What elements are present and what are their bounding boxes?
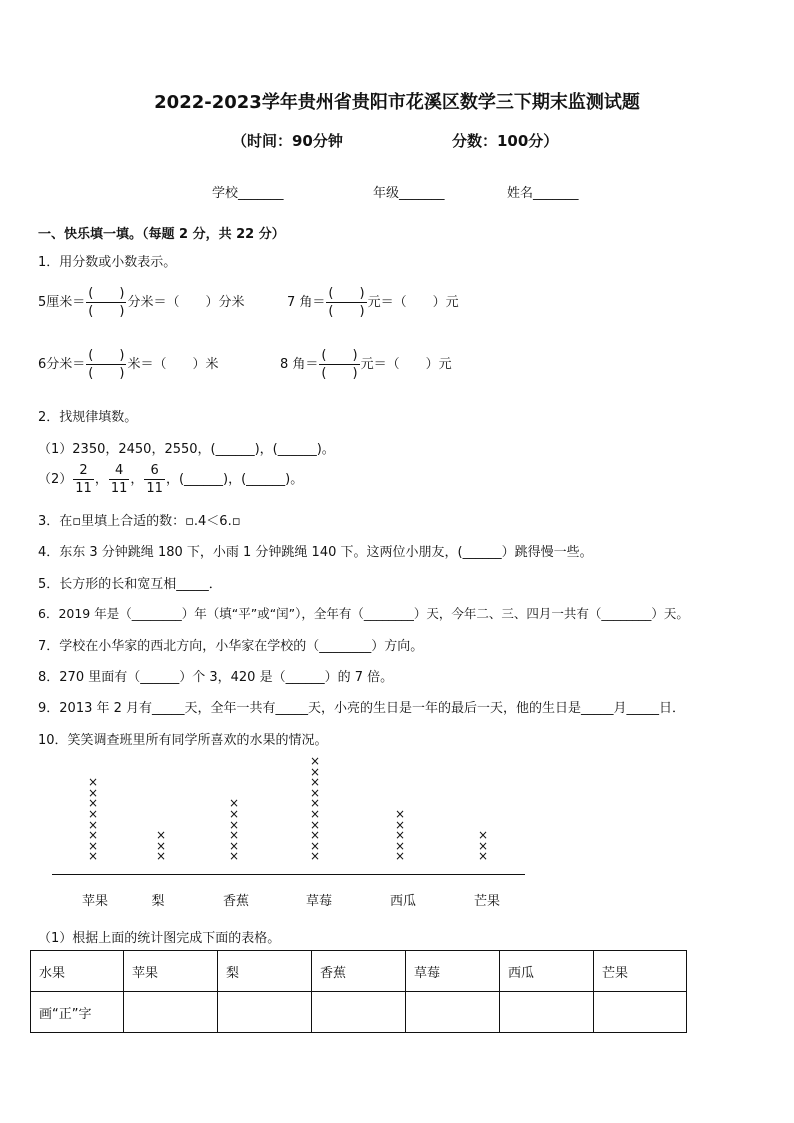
q1-c-prefix: 6分米＝ — [38, 357, 86, 372]
q3: 3．在▫里填上合适的数：▫.4＜6.▫ — [38, 514, 241, 529]
tally-mark: × — [394, 807, 406, 821]
chart-axis-line — [52, 874, 525, 875]
tally-mark: × — [87, 796, 99, 811]
tally-mark: × — [309, 764, 321, 779]
q1-c-suffix: 米＝（ ）米 — [127, 357, 219, 372]
fraction-denominator: ( ) — [88, 304, 125, 319]
tally-mark: × — [228, 849, 240, 864]
tally-mark: × — [228, 806, 240, 821]
table-cell — [406, 992, 500, 1033]
fraction-blank — [326, 285, 366, 320]
q6: 6．2019 年是（________）年（填“平”或“闰”），全年有（________）天，今年二、三、四月一共有（________）天。 — [38, 606, 689, 621]
tally-mark: × — [394, 817, 406, 832]
tally-mark: × — [155, 838, 167, 853]
category-label: 香蕉 — [222, 894, 249, 909]
time-label: （时间：90分钟 — [232, 132, 343, 150]
tally-column-芒果 — [476, 830, 490, 862]
tally-mark: × — [87, 838, 99, 853]
fraction-numerator: ( ) — [321, 348, 358, 363]
tally-mark: × — [87, 775, 99, 790]
fraction-denominator: ( ) — [321, 366, 358, 381]
tally-mark: × — [309, 775, 321, 790]
fraction-numerator: ( ) — [328, 286, 365, 301]
table-row — [31, 992, 687, 1033]
fraction-numerator: ( ) — [88, 286, 125, 301]
tally-column-梨 — [154, 830, 168, 862]
tally-mark: × — [228, 796, 240, 811]
category-label: 西瓜 — [389, 894, 416, 909]
table-cell — [218, 992, 312, 1033]
q5: 5．长方形的长和宽互相_____． — [38, 577, 222, 592]
tally-mark: × — [87, 817, 99, 832]
table-cell: 西瓜 — [500, 951, 594, 992]
fraction-denominator: 11 — [146, 481, 163, 496]
q1-d-prefix: 8 角＝ — [280, 357, 319, 372]
tally-mark: × — [309, 838, 321, 853]
category-label: 草莓 — [305, 894, 332, 909]
q1-a-suffix: 分米＝（ ）分米 — [127, 295, 245, 310]
tally-mark: × — [155, 849, 167, 864]
tally-mark: × — [309, 849, 321, 864]
q7: 7．学校在小华家的西北方向，小华家在学校的（________）方向。 — [38, 639, 424, 654]
q1-b-prefix: 7 角＝ — [287, 295, 326, 310]
fraction — [109, 462, 130, 497]
q9: 9．2013 年 2 月有_____天，全年一共有_____天，小亮的生日是一年的最后一天，他的生日是_____月_____日． — [38, 701, 686, 716]
table-cell: 芒果 — [594, 951, 687, 992]
category-label: 芒果 — [473, 894, 500, 909]
q2-line1: （1）2350，2450，2550，(______)，(______)。 — [38, 442, 335, 457]
grade-field: 年级_______ — [373, 186, 445, 201]
separator: ， — [130, 472, 144, 487]
tally-mark: × — [309, 796, 321, 811]
tally-mark: × — [309, 806, 321, 821]
q1-a-prefix: 5厘米＝ — [38, 295, 86, 310]
tally-mark: × — [309, 754, 321, 768]
table-cell: 香蕉 — [312, 951, 406, 992]
tally-column-西瓜 — [393, 809, 407, 862]
q1-row1-left — [38, 285, 244, 320]
table-cell — [312, 992, 406, 1033]
fraction-denominator: ( ) — [328, 304, 365, 319]
tally-mark: × — [87, 806, 99, 821]
q10-sub1: （1）根据上面的统计图完成下面的表格。 — [38, 931, 281, 946]
tally-mark: × — [477, 828, 489, 843]
tally-mark: × — [228, 828, 240, 843]
tally-mark: × — [87, 849, 99, 864]
fraction-blank — [319, 347, 359, 382]
q1-d-suffix: 元＝（ ）元 — [360, 357, 452, 372]
table-row — [31, 951, 687, 992]
fraction — [144, 462, 165, 497]
q4: 4．东东 3 分钟跳绳 180 下，小雨 1 分钟跳绳 140 下。这两位小朋友，(______）跳得慢一些。 — [38, 545, 593, 560]
tally-table — [30, 950, 687, 1033]
q2-line2 — [38, 462, 303, 497]
table-cell — [500, 992, 594, 1033]
table-cell: 草莓 — [406, 951, 500, 992]
fraction-numerator: ( ) — [88, 348, 125, 363]
separator: ， — [94, 472, 108, 487]
tally-mark: × — [309, 817, 321, 832]
q1-row1-right — [287, 285, 459, 320]
category-label: 梨 — [151, 894, 165, 909]
school-field: 学校_______ — [212, 186, 284, 201]
tally-mark: × — [228, 817, 240, 832]
score-label: 分数：100分） — [452, 132, 559, 150]
tally-mark: × — [477, 838, 489, 853]
fraction-denominator: 11 — [110, 481, 128, 496]
table-cell — [124, 992, 218, 1033]
fraction-numerator: 4 — [109, 462, 130, 480]
fraction-numerator: 6 — [144, 462, 165, 480]
q2-line2-prefix: （2） — [38, 472, 73, 487]
tally-mark: × — [394, 849, 406, 864]
category-label: 苹果 — [81, 894, 108, 909]
section-heading: 一、快乐填一填。（每题 2 分，共 22 分） — [38, 227, 285, 242]
tally-mark: × — [87, 828, 99, 843]
tally-column-草莓 — [308, 756, 322, 862]
fraction-numerator: 2 — [73, 462, 94, 480]
tally-column-香蕉 — [227, 798, 241, 862]
q1-prompt: 1．用分数或小数表示。 — [38, 255, 177, 270]
q8: 8．270 里面有（______）个 3，420 是（______）的 7 倍。 — [38, 670, 394, 685]
fraction-blank — [86, 347, 126, 382]
fraction-denominator: ( ) — [88, 366, 125, 381]
table-cell: 水果 — [31, 951, 124, 992]
tally-mark: × — [309, 785, 321, 800]
table-cell: 画“正”字 — [31, 992, 124, 1033]
table-cell: 苹果 — [124, 951, 218, 992]
fraction-denominator: 11 — [75, 481, 92, 496]
tally-mark: × — [87, 785, 99, 800]
tally-mark: × — [394, 828, 406, 843]
tally-column-苹果 — [86, 777, 100, 862]
tally-mark: × — [228, 838, 240, 853]
q2-line2-suffix: ，(______)，(______)。 — [165, 472, 304, 487]
tally-mark: × — [309, 828, 321, 843]
tally-mark: × — [477, 849, 489, 864]
q1-b-suffix: 元＝（ ）元 — [367, 295, 459, 310]
name-field: 姓名_______ — [507, 186, 579, 201]
table-cell — [594, 992, 687, 1033]
tally-mark: × — [155, 828, 167, 843]
q1-row2-right — [280, 347, 452, 382]
fraction-blank — [86, 285, 126, 320]
q1-row2-left — [38, 347, 218, 382]
tally-mark: × — [394, 838, 406, 853]
q10-prompt: 10．笑笑调查班里所有同学所喜欢的水果的情况。 — [38, 733, 328, 748]
fraction — [73, 462, 94, 497]
page-title: 2022-2023学年贵州省贵阳市花溪区数学三下期末监测试题 — [154, 92, 640, 113]
table-cell: 梨 — [218, 951, 312, 992]
q2-prompt: 2．找规律填数。 — [38, 410, 138, 425]
